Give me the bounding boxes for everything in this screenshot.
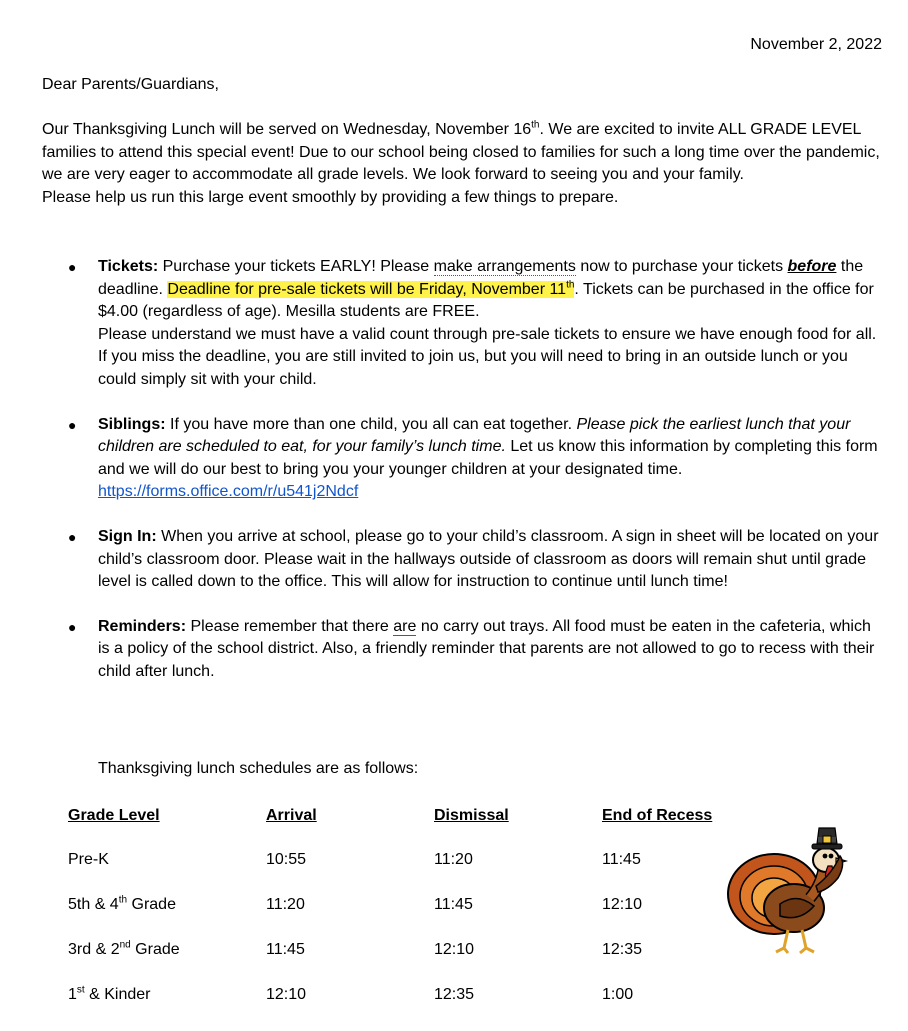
salutation: Dear Parents/Guardians,	[42, 76, 219, 93]
bullet-dot-icon: ●	[68, 259, 77, 275]
siblings-italic-note: Please pick the earliest lunch that your children are scheduled to eat, for your family’s lunch time.	[98, 415, 851, 456]
grade-cell	[68, 851, 266, 896]
grade-cell	[68, 896, 266, 941]
tickets-paragraph	[98, 256, 884, 324]
deadline-text: Deadline for pre-sale tickets will be Friday, November 11	[167, 280, 567, 298]
reminders-paragraph	[98, 616, 884, 684]
tickets-text-3: the deadline.	[98, 258, 864, 298]
tickets-text-1: Purchase your tickets EARLY! Please	[158, 258, 434, 275]
turkey-pilgrim-icon	[722, 826, 872, 956]
siblings-form-link[interactable]: https://forms.office.com/r/u541j2Ndcf	[98, 483, 359, 501]
grade-text: Pre-K	[68, 851, 109, 868]
grade-cell	[68, 941, 266, 986]
recess-cell: 12:35	[602, 941, 643, 958]
reminders-label: Reminders:	[98, 617, 187, 635]
arrival-cell: 11:20	[266, 896, 305, 913]
table-row	[68, 941, 742, 986]
grade-text-suffix: & Kinder	[84, 986, 151, 1003]
grade-text-suffix: Grade	[127, 896, 176, 913]
schedule-header-row	[68, 807, 742, 851]
grade-sup: st	[76, 984, 85, 996]
recess-cell: 11:45	[602, 851, 641, 868]
grade-text: 1	[68, 986, 77, 1003]
grade-sup: th	[118, 894, 128, 906]
deadline-sup: th	[566, 279, 575, 291]
bullet-signin	[64, 526, 884, 594]
recess-cell: 12:10	[602, 896, 643, 913]
dismissal-cell: 12:35	[434, 986, 475, 1003]
intro-help-line: Please help us run this large event smoothly by providing a few things to prepare.	[42, 188, 619, 206]
arrival-cell: 10:55	[266, 851, 307, 868]
dismissal-cell: 12:10	[434, 941, 475, 958]
siblings-paragraph	[98, 414, 884, 504]
info-bullet-list	[64, 256, 884, 706]
grade-cell	[68, 986, 266, 1031]
tickets-deadline-highlight	[167, 281, 574, 298]
bullet-dot-icon: ●	[68, 528, 77, 545]
tickets-text-2: now to purchase your tickets	[575, 258, 788, 275]
siblings-text-1: If you have more than one child, you all can eat together.	[165, 415, 577, 433]
signin-text: When you arrive at school, please go to your child’s classroom. A sign in sheet will be located on your child’s classroom door. Please wait in the hallways outside of classroom as doors will remain shut until grade level is called down to the office. This will allow for instruction to continue until lunch time!	[98, 527, 879, 591]
tickets-before-emphasis: before	[787, 258, 837, 275]
schedule-intro: Thanksgiving lunch schedules are as follows:	[98, 760, 419, 777]
letter-date: November 2, 2022	[750, 36, 882, 53]
header-grade-level: Grade Level	[68, 807, 160, 824]
reminders-text-1: Please remember that there	[186, 617, 394, 635]
signin-paragraph	[98, 526, 884, 594]
dismissal-cell: 11:45	[434, 896, 473, 913]
arrival-cell: 11:45	[266, 941, 305, 958]
grade-text: 3rd & 2	[68, 941, 120, 958]
arrival-cell: 12:10	[266, 986, 307, 1003]
reminders-text-2: no carry out trays. All food must be eaten in the cafeteria, which is a policy of the school district. Also, a friendly reminder that parents are not allowed to go to recess with their child after lunch.	[98, 617, 875, 680]
grade-text: 5th & 4	[68, 896, 119, 913]
header-end-of-recess: End of Recess	[602, 807, 713, 824]
table-row	[68, 986, 742, 1031]
intro-sup: th	[531, 119, 540, 131]
table-row	[68, 851, 742, 896]
header-dismissal: Dismissal	[434, 807, 509, 824]
recess-cell: 1:00	[602, 986, 634, 1003]
bullet-siblings	[64, 414, 884, 504]
grade-text-suffix: Grade	[130, 941, 180, 958]
siblings-text-2: Let us know this information by completing this form and we will do our best to bring you your younger children at your designated time.	[98, 438, 878, 478]
dismissal-cell: 11:20	[434, 851, 473, 868]
tickets-paragraph-2: Please understand we must have a valid count through pre-sale tickets to ensure we have enough food for all. If you miss the deadline, you are still invited to join us, but you will need to bring in an outside lunch or you could simply sit with your child.	[98, 325, 877, 388]
grade-sup: nd	[119, 939, 131, 951]
intro-text-a: Our Thanksgiving Lunch will be served on Wednesday, November 16	[42, 121, 532, 138]
bullet-tickets	[64, 256, 884, 392]
tickets-label: Tickets:	[98, 258, 159, 275]
intro-text-b: . We are excited to invite ALL GRADE LEVEL families to attend this special event! Due to our school being closed to families for such a long time over the pandemic, we are very eager to accommodate all grade levels. We look forward to seeing you and your family.	[42, 121, 880, 184]
intro-section	[42, 119, 882, 209]
table-row	[68, 896, 742, 941]
lunch-schedule-table	[68, 807, 742, 1031]
siblings-label: Siblings:	[98, 415, 166, 433]
bullet-dot-icon: ●	[68, 618, 77, 635]
tickets-text-4: . Tickets can be purchased in the office for $4.00 (regardless of age). Mesilla students are FREE.	[98, 280, 874, 321]
tickets-dotted-text: make arrangements	[433, 258, 576, 275]
bullet-dot-icon: ●	[68, 416, 77, 433]
reminders-are-text: are	[393, 617, 417, 635]
signin-label: Sign In:	[98, 527, 157, 545]
intro-paragraph	[42, 119, 882, 187]
header-arrival: Arrival	[266, 807, 317, 824]
bullet-reminders	[64, 616, 884, 684]
